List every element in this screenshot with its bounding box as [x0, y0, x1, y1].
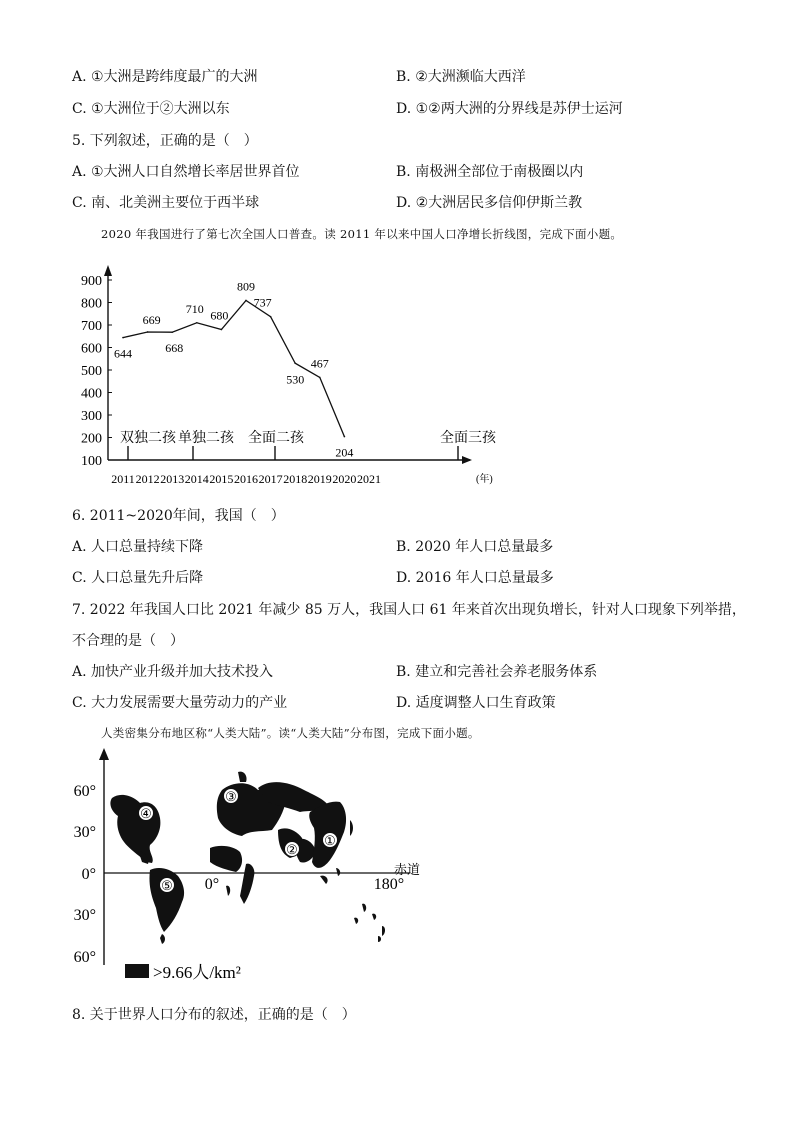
chart-y-tick-label: 600 — [81, 341, 102, 357]
lat-label-30n: 30° — [73, 824, 96, 841]
svg-text:①: ① — [324, 833, 336, 848]
chart-x-tick-label: 2019 — [307, 472, 332, 486]
chart-data-label: 467 — [310, 356, 329, 371]
chart-y-tick-label: 700 — [81, 319, 102, 334]
q6-option-c: C. 人口总量先升后降 — [72, 570, 204, 586]
svg-text:②: ② — [286, 842, 298, 857]
q5-option-a: A. ①大洲人口自然增长率居世界首位 — [72, 164, 300, 180]
chart-data-label: 644 — [114, 346, 132, 361]
region-marker-4 — [139, 806, 154, 822]
chart-y-tick-label: 400 — [81, 386, 102, 402]
lat-label-60s: 60° — [73, 949, 96, 966]
q4-option-a: A. ①大洲是跨纬度最广的大洲 — [72, 69, 258, 85]
q7-option-c: C. 大力发展需要大量劳动力的产业 — [72, 695, 288, 711]
lon-label-180: 180° — [373, 876, 405, 893]
dense-region-north-america — [110, 795, 160, 864]
chart-data-label: 668 — [165, 341, 184, 356]
chart-y-tick-label: 200 — [81, 431, 102, 447]
q7-option-d: D. 适度调整人口生育政策 — [396, 695, 556, 711]
chart-y-tick-label: 300 — [81, 409, 102, 424]
chart-data-label: 669 — [142, 312, 161, 327]
q5-stem: 5. 下列叙述，正确的是（ ） — [72, 133, 258, 149]
region-marker-5 — [160, 878, 175, 894]
lat-label-30s: 30° — [73, 907, 96, 924]
legend-label: >9.66人/km² — [153, 963, 241, 982]
intro-population-chart: 2020 年我国进行了第七次全国人口普查。读 2011 年以来中国人口净增长折线图，完成下面小题。 — [101, 227, 623, 241]
q8-stem: 8. 关于世界人口分布的叙述，正确的是（ ） — [72, 1007, 356, 1023]
map-axis-arrow — [99, 748, 109, 760]
lon-label-0: 0° — [204, 876, 220, 893]
q5-option-d: D. ②大洲居民多信仰伊斯兰教 — [396, 195, 583, 211]
chart-x-tick-label: 2018 — [283, 472, 308, 486]
intro-human-continent-map: 人类密集分布地区称“人类大陆”。读“人类大陆”分布图，完成下面小题。 — [101, 726, 480, 740]
svg-text:③: ③ — [225, 789, 237, 804]
region-marker-3 — [224, 789, 239, 805]
q6-option-d: D. 2016 年人口总量最多 — [396, 570, 554, 586]
chart-x-tick-label: 2013 — [160, 472, 185, 486]
chart-x-unit: (年) — [476, 474, 493, 485]
chart-data-label: 680 — [210, 308, 229, 323]
chart-x-tick-label: 2011 — [111, 472, 135, 486]
q5-option-b: B. 南极洲全部位于南极圈以内 — [396, 164, 584, 180]
chart-x-tick-label: 2021 — [357, 472, 381, 486]
svg-text:④: ④ — [140, 806, 152, 821]
dense-region-africa — [210, 846, 254, 904]
q7-stem-line1: 7. 2022 年我国人口比 2021 年减少 85 万人，我国人口 61 年来首次出现负增长，针对人口现象下列举措， — [72, 602, 746, 618]
chart-data-label: 737 — [253, 295, 272, 310]
chart-y-tick-label: 500 — [81, 364, 102, 379]
chart-x-tick-label: 2017 — [258, 472, 283, 486]
svg-text:⑤: ⑤ — [161, 878, 173, 893]
chart-x-tick-label: 2020 — [332, 472, 357, 486]
chart-x-tick-label: 2015 — [209, 472, 234, 486]
chart-x-tick-label: 2016 — [234, 472, 258, 486]
chart-x-tick-label: 2014 — [184, 472, 209, 486]
lat-label-0: 0° — [81, 866, 96, 883]
q6-option-a: A. 人口总量持续下降 — [72, 539, 204, 555]
chart-y-tick-label: 800 — [81, 296, 102, 312]
chart-policy-label: 全面三孩 — [440, 431, 496, 446]
q6-stem: 6. 2011~2020年间，我国（ ） — [72, 508, 285, 524]
chart-x-tick-label: 2012 — [135, 472, 160, 486]
q5-option-c: C. 南、北美洲主要位于西半球 — [72, 195, 260, 211]
chart-data-label: 710 — [185, 301, 204, 316]
chart-policy-label: 双独二孩 — [120, 431, 176, 446]
chart-policy-label: 全面二孩 — [248, 431, 304, 446]
region-marker-1 — [323, 833, 338, 849]
lat-label-60n: 60° — [73, 783, 96, 800]
q4-option-b: B. ②大洲濒临大西洋 — [396, 69, 526, 85]
chart-y-tick-label: 100 — [81, 454, 102, 469]
q7-stem-line2: 不合理的是（ ） — [72, 633, 184, 649]
chart-data-label: 809 — [237, 279, 255, 294]
chart-policy-label: 单独二孩 — [178, 431, 234, 446]
equator-label: 赤道 — [394, 862, 421, 877]
chart-data-label: 204 — [335, 445, 354, 460]
region-marker-2 — [285, 842, 300, 858]
chart-y-tick-label: 900 — [81, 274, 102, 289]
q7-option-b: B. 建立和完善社会养老服务体系 — [396, 664, 598, 680]
q4-option-c: C. ①大洲位于②大洲以东 — [72, 101, 230, 117]
chart-data-label: 530 — [286, 372, 305, 387]
legend-swatch — [125, 964, 149, 978]
q6-option-b: B. 2020 年人口总量最多 — [396, 539, 554, 555]
q7-option-a: A. 加快产业升级并加大技术投入 — [72, 664, 274, 680]
q4-option-d: D. ①②两大洲的分界线是苏伊士运河 — [396, 101, 623, 117]
